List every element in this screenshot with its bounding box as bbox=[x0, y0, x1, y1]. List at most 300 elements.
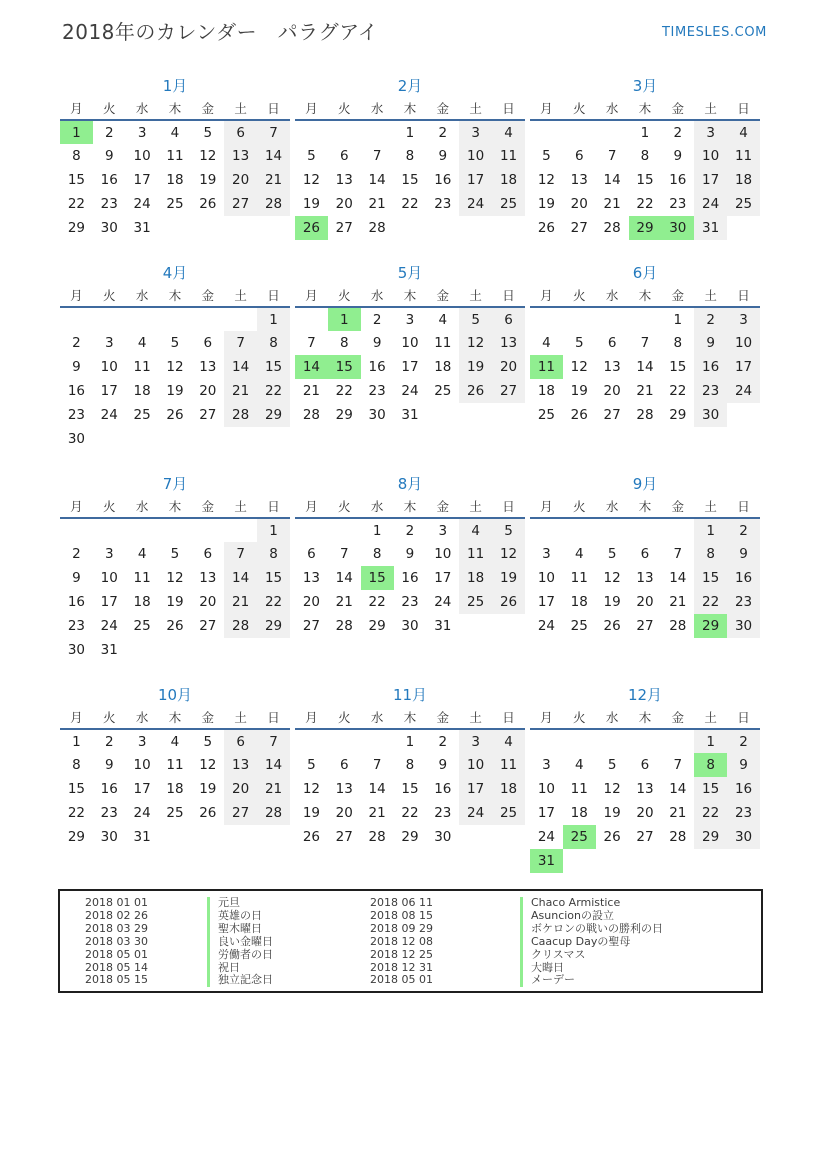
date-cell: 19 bbox=[166, 594, 184, 610]
weekday-header: 月 bbox=[295, 286, 328, 307]
date-cell-empty bbox=[492, 825, 525, 849]
date-cell: 9 bbox=[72, 570, 81, 586]
date-cell: 24 bbox=[133, 196, 151, 212]
date-cell: 9 bbox=[104, 757, 114, 773]
date-cell: 28 bbox=[335, 618, 353, 634]
holiday-name: Caacup Dayの聖母 bbox=[520, 936, 630, 949]
date-cell-empty bbox=[459, 403, 492, 427]
date-cell: 5 bbox=[307, 757, 316, 773]
weekday-header: 月 bbox=[530, 99, 563, 120]
date-cell-empty bbox=[224, 216, 257, 240]
month-block-1 bbox=[60, 75, 290, 240]
holiday-legend-row bbox=[360, 949, 761, 962]
holiday-legend-row bbox=[360, 923, 761, 936]
date-cell-weekend: 17 bbox=[694, 168, 727, 192]
date-cell: 23 bbox=[434, 196, 452, 212]
date-cell: 16 bbox=[67, 383, 86, 399]
weekday-header: 木 bbox=[394, 99, 427, 120]
date-cell-empty bbox=[661, 729, 694, 753]
date-cell: 14 bbox=[669, 781, 687, 797]
date-cell: 21 bbox=[669, 594, 687, 610]
holiday-name: クリスマス bbox=[520, 949, 586, 962]
date-cell-empty bbox=[727, 216, 760, 240]
date-cell-weekend: 1 bbox=[694, 729, 727, 753]
date-cell: 13 bbox=[570, 172, 588, 188]
date-cell: 23 bbox=[401, 594, 419, 610]
date-cell: 8 bbox=[372, 546, 382, 562]
weekday-header: 土 bbox=[224, 497, 257, 518]
date-cell-holiday: 26 bbox=[295, 216, 328, 240]
weekday-header: 金 bbox=[191, 497, 224, 518]
date-cell: 23 bbox=[368, 383, 386, 399]
date-cell: 31 bbox=[434, 618, 452, 634]
weekday-header: 月 bbox=[60, 497, 93, 518]
month-block-4 bbox=[60, 262, 290, 451]
date-cell: 6 bbox=[640, 757, 650, 773]
date-cell: 20 bbox=[335, 196, 353, 212]
date-cell-weekend: 19 bbox=[459, 355, 492, 379]
date-cell-holiday: 15 bbox=[328, 355, 361, 379]
date-cell: 3 bbox=[405, 311, 415, 328]
weekday-header: 水 bbox=[596, 286, 629, 307]
date-cell-empty bbox=[224, 427, 257, 451]
weekday-header: 火 bbox=[328, 99, 361, 120]
date-cell-weekend: 1 bbox=[694, 518, 727, 542]
date-cell-empty bbox=[328, 729, 361, 753]
weekday-header: 木 bbox=[159, 286, 192, 307]
weekday-header: 土 bbox=[459, 99, 492, 120]
date-cell-empty bbox=[257, 638, 290, 662]
date-cell-empty bbox=[257, 216, 290, 240]
date-cell-weekend: 20 bbox=[224, 777, 257, 801]
month-title: 9月 bbox=[632, 475, 658, 493]
weekday-header: 水 bbox=[361, 708, 394, 729]
date-cell: 19 bbox=[603, 805, 621, 821]
date-cell-weekend: 3 bbox=[459, 120, 492, 144]
weekday-header: 木 bbox=[629, 708, 662, 729]
date-cell-weekend: 18 bbox=[492, 168, 525, 192]
holiday-date: 2018 06 11 bbox=[370, 896, 433, 909]
holiday-name: Asuncionの設立 bbox=[520, 910, 614, 923]
date-cell: 22 bbox=[636, 196, 654, 212]
weekday-header: 月 bbox=[530, 708, 563, 729]
date-cell-empty bbox=[629, 518, 662, 542]
date-cell-weekend: 17 bbox=[727, 355, 760, 379]
weekday-header: 金 bbox=[661, 497, 694, 518]
holiday-list-left bbox=[75, 897, 360, 985]
date-cell-weekend: 11 bbox=[492, 753, 525, 777]
date-cell: 30 bbox=[67, 431, 86, 447]
date-cell: 25 bbox=[133, 618, 151, 634]
date-cell-weekend: 3 bbox=[727, 307, 760, 331]
date-cell-empty bbox=[629, 729, 662, 753]
date-cell-weekend: 9 bbox=[727, 753, 760, 777]
holiday-name: ボケロンの戦いの勝利の日 bbox=[520, 923, 663, 936]
date-cell: 20 bbox=[603, 383, 621, 399]
date-cell-weekend: 29 bbox=[257, 614, 290, 638]
weekday-header: 火 bbox=[328, 286, 361, 307]
date-cell-weekend: 2 bbox=[694, 307, 727, 331]
date-cell: 1 bbox=[405, 733, 415, 750]
date-cell-weekend: 5 bbox=[459, 307, 492, 331]
date-cell-weekend: 14 bbox=[224, 566, 257, 590]
date-cell: 25 bbox=[133, 407, 151, 423]
weekday-header: 金 bbox=[426, 99, 459, 120]
date-cell-weekend: 7 bbox=[257, 120, 290, 144]
date-cell: 17 bbox=[537, 805, 556, 821]
date-cell: 22 bbox=[67, 196, 86, 212]
month-title: 6月 bbox=[632, 264, 658, 282]
weekday-header: 月 bbox=[295, 497, 328, 518]
date-cell-weekend: 10 bbox=[459, 753, 492, 777]
month-table bbox=[60, 708, 290, 849]
date-cell-holiday: 29 bbox=[694, 614, 727, 638]
date-cell-empty bbox=[563, 518, 596, 542]
date-cell: 6 bbox=[574, 148, 584, 164]
month-title: 3月 bbox=[632, 77, 658, 95]
date-cell-weekend: 7 bbox=[224, 542, 257, 566]
date-cell-weekend: 20 bbox=[492, 355, 525, 379]
date-cell-weekend: 30 bbox=[727, 614, 760, 638]
date-cell-weekend: 6 bbox=[224, 120, 257, 144]
date-cell-weekend: 12 bbox=[459, 331, 492, 355]
date-cell: 24 bbox=[100, 407, 118, 423]
date-cell-holiday: 30 bbox=[661, 216, 694, 240]
month-table bbox=[530, 708, 760, 873]
month-table bbox=[295, 708, 525, 849]
date-cell: 27 bbox=[570, 220, 588, 236]
date-cell: 2 bbox=[72, 546, 81, 562]
weekday-header: 土 bbox=[224, 286, 257, 307]
date-cell-weekend: 28 bbox=[224, 614, 257, 638]
date-cell: 15 bbox=[669, 359, 687, 375]
date-cell: 11 bbox=[166, 148, 184, 164]
date-cell: 10 bbox=[401, 335, 419, 351]
holiday-date: 2018 09 29 bbox=[370, 921, 433, 935]
date-cell: 31 bbox=[133, 829, 151, 845]
date-cell: 22 bbox=[401, 196, 419, 212]
date-cell-empty bbox=[295, 518, 328, 542]
date-cell: 5 bbox=[542, 148, 551, 164]
date-cell-weekend: 26 bbox=[459, 379, 492, 403]
date-cell-weekend: 5 bbox=[492, 518, 525, 542]
date-cell: 27 bbox=[302, 618, 321, 634]
date-cell: 13 bbox=[636, 781, 654, 797]
date-cell: 13 bbox=[199, 570, 217, 586]
date-cell-weekend: 15 bbox=[257, 355, 290, 379]
date-cell-empty bbox=[191, 825, 224, 849]
date-cell-empty bbox=[629, 307, 662, 331]
date-cell-empty bbox=[596, 120, 629, 144]
date-cell-weekend: 13 bbox=[224, 144, 257, 168]
date-cell: 8 bbox=[405, 757, 415, 773]
date-cell-empty bbox=[328, 518, 361, 542]
date-cell-weekend: 4 bbox=[492, 120, 525, 144]
date-cell-weekend: 28 bbox=[224, 403, 257, 427]
weekday-header: 木 bbox=[159, 497, 192, 518]
date-cell-weekend: 24 bbox=[694, 192, 727, 216]
weekday-header: 火 bbox=[93, 708, 126, 729]
date-cell-empty bbox=[159, 307, 192, 331]
date-cell: 6 bbox=[607, 335, 617, 351]
date-cell: 18 bbox=[570, 594, 588, 610]
date-cell-weekend: 25 bbox=[492, 801, 525, 825]
date-cell-weekend: 15 bbox=[694, 566, 727, 590]
date-cell: 26 bbox=[603, 829, 621, 845]
date-cell: 5 bbox=[203, 124, 213, 141]
date-cell-weekend: 9 bbox=[727, 542, 760, 566]
holiday-date: 2018 03 30 bbox=[85, 934, 148, 948]
weekday-header: 日 bbox=[257, 708, 290, 729]
date-cell: 10 bbox=[434, 546, 452, 562]
date-cell: 13 bbox=[335, 172, 353, 188]
date-cell: 12 bbox=[537, 172, 556, 188]
date-cell-weekend: 13 bbox=[224, 753, 257, 777]
date-cell: 17 bbox=[133, 172, 151, 188]
date-cell-weekend: 25 bbox=[492, 192, 525, 216]
date-cell: 19 bbox=[603, 594, 621, 610]
date-cell-empty bbox=[191, 427, 224, 451]
date-cell: 24 bbox=[537, 618, 556, 634]
month-table bbox=[295, 497, 525, 638]
month-title: 11月 bbox=[392, 686, 428, 704]
date-cell-weekend: 6 bbox=[492, 307, 525, 331]
date-cell-weekend: 21 bbox=[257, 168, 290, 192]
date-cell-weekend: 27 bbox=[224, 192, 257, 216]
date-cell: 30 bbox=[434, 829, 452, 845]
calendar-grid bbox=[60, 75, 827, 873]
date-cell: 26 bbox=[199, 196, 217, 212]
date-cell: 13 bbox=[302, 570, 321, 586]
date-cell-empty bbox=[530, 729, 563, 753]
date-cell: 11 bbox=[570, 781, 588, 797]
month-table bbox=[295, 286, 525, 427]
date-cell-weekend: 3 bbox=[459, 729, 492, 753]
date-cell: 4 bbox=[170, 124, 180, 141]
date-cell: 28 bbox=[302, 407, 321, 423]
date-cell-empty bbox=[224, 307, 257, 331]
date-cell-empty bbox=[191, 638, 224, 662]
date-cell-weekend: 4 bbox=[727, 120, 760, 144]
date-cell: 21 bbox=[335, 594, 353, 610]
weekday-header: 月 bbox=[295, 708, 328, 729]
page-header bbox=[0, 0, 827, 44]
date-cell-weekend: 1 bbox=[257, 518, 290, 542]
date-cell: 23 bbox=[669, 196, 687, 212]
date-cell: 22 bbox=[67, 805, 86, 821]
weekday-header: 木 bbox=[629, 286, 662, 307]
date-cell-empty bbox=[93, 307, 126, 331]
date-cell-empty bbox=[492, 403, 525, 427]
date-cell-weekend: 4 bbox=[459, 518, 492, 542]
date-cell: 15 bbox=[401, 781, 419, 797]
weekday-header: 日 bbox=[727, 99, 760, 120]
weekday-header: 火 bbox=[93, 497, 126, 518]
date-cell-weekend: 14 bbox=[257, 753, 290, 777]
weekday-header: 日 bbox=[492, 708, 525, 729]
date-cell-empty bbox=[596, 307, 629, 331]
holiday-legend-row bbox=[360, 974, 761, 987]
date-cell: 26 bbox=[570, 407, 588, 423]
date-cell: 18 bbox=[570, 805, 588, 821]
date-cell: 4 bbox=[438, 311, 448, 328]
date-cell-empty bbox=[224, 638, 257, 662]
date-cell: 30 bbox=[368, 407, 386, 423]
date-cell-weekend: 8 bbox=[694, 542, 727, 566]
date-cell: 10 bbox=[537, 570, 556, 586]
holiday-date: 2018 03 29 bbox=[85, 921, 148, 935]
date-cell-weekend: 24 bbox=[459, 192, 492, 216]
weekday-header: 土 bbox=[224, 708, 257, 729]
date-cell: 19 bbox=[199, 781, 217, 797]
holiday-legend-row bbox=[75, 949, 360, 962]
holiday-name: 良い金曜日 bbox=[207, 936, 273, 949]
date-cell: 7 bbox=[339, 546, 349, 562]
date-cell: 7 bbox=[673, 546, 683, 562]
date-cell: 27 bbox=[636, 829, 654, 845]
month-title: 10月 bbox=[157, 686, 193, 704]
weekday-header: 月 bbox=[60, 286, 93, 307]
date-cell-weekend: 16 bbox=[694, 355, 727, 379]
date-cell: 21 bbox=[368, 805, 386, 821]
date-cell-empty bbox=[126, 518, 159, 542]
date-cell: 26 bbox=[166, 618, 184, 634]
date-cell: 21 bbox=[636, 383, 654, 399]
date-cell-empty bbox=[426, 403, 459, 427]
date-cell: 31 bbox=[133, 220, 151, 236]
date-cell-holiday: 8 bbox=[694, 753, 727, 777]
holiday-name: 元旦 bbox=[207, 897, 240, 910]
date-cell-weekend: 19 bbox=[492, 566, 525, 590]
date-cell-weekend: 25 bbox=[727, 192, 760, 216]
date-cell-weekend: 16 bbox=[727, 566, 760, 590]
date-cell: 13 bbox=[603, 359, 621, 375]
date-cell-weekend: 29 bbox=[694, 825, 727, 849]
date-cell-empty bbox=[191, 307, 224, 331]
holiday-name: 祝日 bbox=[207, 962, 240, 975]
date-cell: 17 bbox=[133, 781, 151, 797]
holiday-date: 2018 08 15 bbox=[370, 908, 433, 922]
weekday-header: 月 bbox=[530, 497, 563, 518]
date-cell: 5 bbox=[607, 757, 617, 773]
date-cell: 21 bbox=[603, 196, 621, 212]
date-cell: 23 bbox=[434, 805, 452, 821]
date-cell-empty bbox=[126, 427, 159, 451]
date-cell: 19 bbox=[537, 196, 556, 212]
date-cell-weekend: 10 bbox=[459, 144, 492, 168]
date-cell: 5 bbox=[307, 148, 316, 164]
date-cell: 3 bbox=[542, 757, 551, 773]
date-cell: 25 bbox=[434, 383, 452, 399]
date-cell-empty bbox=[563, 849, 596, 873]
date-cell-empty bbox=[126, 638, 159, 662]
holiday-name: メーデー bbox=[520, 974, 575, 987]
date-cell-weekend: 20 bbox=[224, 168, 257, 192]
date-cell: 3 bbox=[542, 546, 551, 562]
date-cell: 18 bbox=[133, 594, 151, 610]
date-cell: 7 bbox=[640, 335, 650, 351]
date-cell-holiday: 11 bbox=[530, 355, 563, 379]
date-cell-weekend: 4 bbox=[492, 729, 525, 753]
date-cell-empty bbox=[224, 825, 257, 849]
date-cell: 4 bbox=[137, 335, 147, 351]
date-cell-empty bbox=[727, 849, 760, 873]
date-cell: 9 bbox=[438, 757, 448, 773]
date-cell-weekend: 7 bbox=[257, 729, 290, 753]
date-cell-weekend: 21 bbox=[224, 379, 257, 403]
date-cell-empty bbox=[426, 216, 459, 240]
date-cell: 12 bbox=[603, 781, 621, 797]
weekday-header: 火 bbox=[563, 99, 596, 120]
date-cell-weekend: 26 bbox=[492, 590, 525, 614]
date-cell: 21 bbox=[669, 805, 687, 821]
weekday-header: 土 bbox=[224, 99, 257, 120]
date-cell: 27 bbox=[335, 220, 353, 236]
date-cell: 12 bbox=[199, 148, 217, 164]
date-cell: 23 bbox=[100, 196, 118, 212]
holiday-date: 2018 05 14 bbox=[85, 960, 148, 974]
weekday-header: 月 bbox=[60, 708, 93, 729]
date-cell-empty bbox=[492, 614, 525, 638]
date-cell-empty bbox=[563, 120, 596, 144]
weekday-header: 火 bbox=[563, 708, 596, 729]
date-cell: 2 bbox=[72, 335, 81, 351]
date-cell-empty bbox=[257, 427, 290, 451]
date-cell: 14 bbox=[669, 570, 687, 586]
date-cell-weekend: 13 bbox=[492, 331, 525, 355]
date-cell: 30 bbox=[100, 220, 118, 236]
date-cell-weekend: 7 bbox=[224, 331, 257, 355]
date-cell-empty bbox=[159, 216, 192, 240]
weekday-header: 日 bbox=[492, 497, 525, 518]
date-cell: 10 bbox=[100, 359, 118, 375]
date-cell: 4 bbox=[574, 757, 584, 773]
date-cell-weekend: 22 bbox=[257, 379, 290, 403]
weekday-header: 日 bbox=[257, 99, 290, 120]
date-cell: 22 bbox=[669, 383, 687, 399]
date-cell-empty bbox=[727, 403, 760, 427]
weekday-header: 水 bbox=[596, 99, 629, 120]
date-cell: 20 bbox=[636, 594, 654, 610]
month-table bbox=[60, 497, 290, 662]
date-cell: 17 bbox=[100, 383, 118, 399]
date-cell: 6 bbox=[307, 546, 316, 562]
date-cell-holiday: 25 bbox=[563, 825, 596, 849]
date-cell: 13 bbox=[199, 359, 217, 375]
date-cell-empty bbox=[459, 825, 492, 849]
page-title: 2018年のカレンダー パラグアイ bbox=[62, 20, 379, 44]
brand-link[interactable]: TIMESLES.COM bbox=[661, 25, 767, 40]
date-cell: 4 bbox=[574, 546, 584, 562]
weekday-header: 木 bbox=[159, 708, 192, 729]
date-cell-weekend: 15 bbox=[257, 566, 290, 590]
date-cell: 12 bbox=[199, 757, 217, 773]
date-cell-weekend: 24 bbox=[459, 801, 492, 825]
month-block-9 bbox=[530, 473, 760, 662]
weekday-header: 日 bbox=[257, 497, 290, 518]
weekday-header: 木 bbox=[394, 708, 427, 729]
date-cell-weekend: 14 bbox=[257, 144, 290, 168]
date-cell-empty bbox=[596, 729, 629, 753]
date-cell: 15 bbox=[636, 172, 654, 188]
date-cell-holiday: 1 bbox=[60, 120, 93, 144]
date-cell: 16 bbox=[401, 570, 419, 586]
holiday-date: 2018 01 01 bbox=[85, 896, 148, 909]
weekday-header: 金 bbox=[661, 286, 694, 307]
date-cell: 18 bbox=[166, 781, 184, 797]
date-cell: 9 bbox=[438, 148, 448, 164]
date-cell: 6 bbox=[203, 546, 213, 562]
